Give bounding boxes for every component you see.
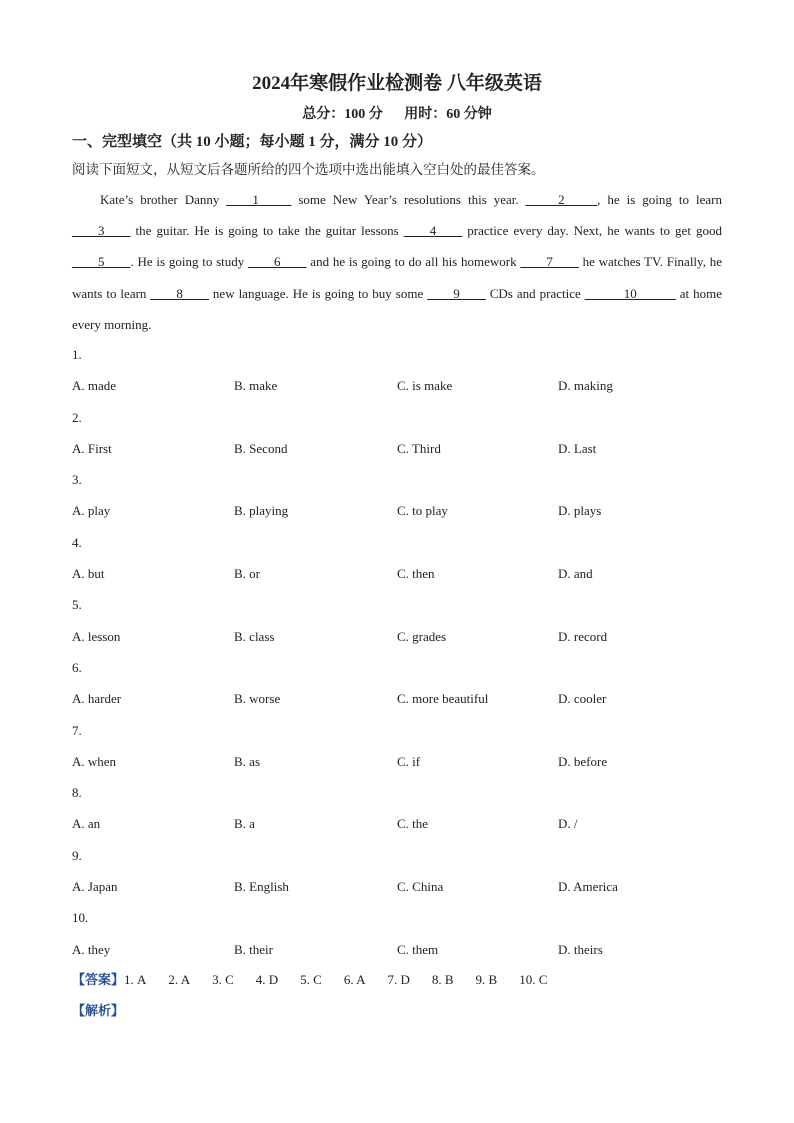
total-score: 总分：100 分 — [302, 107, 383, 122]
option-c: C. grades — [397, 628, 447, 644]
option-c: C. is make — [397, 378, 453, 394]
passage-text: CDs and practice — [485, 285, 585, 301]
answer-key — [72, 969, 569, 988]
time-limit: 用时：60 分钟 — [404, 107, 492, 122]
option-b: B. English — [234, 879, 289, 895]
question-number: 7. — [72, 722, 82, 738]
option-c: C. then — [397, 566, 435, 582]
blank-3: ____3____ — [72, 223, 131, 239]
option-c: C. the — [397, 816, 429, 832]
exam-meta — [0, 103, 794, 123]
option-c: C. if — [397, 753, 421, 769]
option-b: B. or — [234, 566, 260, 582]
answer-item: 10. C — [519, 972, 548, 987]
blank-2: _____2_____ — [525, 192, 598, 207]
option-c: C. them — [397, 941, 439, 957]
blank-1: ____1_____ — [226, 192, 292, 207]
passage-text: and he is going to do all his homework — [306, 254, 521, 270]
option-b: B. Second — [234, 440, 288, 456]
passage-text: the guitar. He is going to take the guitar lessons — [130, 223, 404, 239]
question-number: 6. — [72, 659, 82, 675]
question-number: 10. — [72, 910, 89, 926]
option-a: A. First — [72, 440, 112, 456]
option-b: B. their — [234, 941, 273, 957]
option-b: B. make — [234, 378, 278, 394]
option-row — [72, 433, 732, 464]
passage-text: new language. He is going to buy some — [208, 285, 428, 301]
question-number: 5. — [72, 597, 82, 613]
blank-4: ____4____ — [403, 223, 463, 239]
question-number: 9. — [72, 847, 82, 863]
answer-item: 9. B — [475, 972, 498, 987]
answer-item: 4. D — [255, 972, 279, 987]
option-d: D. America — [558, 879, 618, 895]
question-number: 4. — [72, 534, 82, 550]
exam-title: 2024年寒假作业检测卷 八年级英语 — [252, 73, 542, 94]
option-d: D. / — [558, 816, 578, 832]
question-number: 8. — [72, 785, 82, 801]
question-list — [72, 339, 732, 965]
section-heading: 一、完型填空（共 10 小题；每小题 1 分，满分 10 分） — [72, 134, 433, 150]
option-a: A. but — [72, 566, 105, 582]
analysis-label: 【解析】 — [72, 1004, 125, 1019]
passage-text: at home every morning. — [72, 285, 723, 332]
option-d: D. theirs — [558, 941, 603, 957]
passage-text: he watches TV. Finally, he wants to learn — [72, 254, 722, 301]
answer-item: 6. A — [343, 972, 366, 987]
passage — [72, 184, 722, 340]
blank-5: ____5____ — [72, 254, 131, 270]
option-c: C. more beautiful — [397, 691, 489, 707]
option-a: A. Japan — [72, 879, 118, 895]
option-a: A. when — [72, 753, 117, 769]
option-a: A. they — [72, 941, 111, 957]
option-row — [72, 746, 732, 777]
passage-text: Kate’s brother Danny — [100, 192, 227, 207]
option-row — [72, 621, 732, 652]
option-b: B. a — [234, 816, 255, 832]
option-a: A. lesson — [72, 628, 121, 644]
section-instruction: 阅读下面短文，从短文后各题所给的四个选项中选出能填入空白处的最佳答案。 — [72, 162, 545, 177]
option-c: C. to play — [397, 503, 448, 519]
option-row — [72, 558, 732, 589]
option-a: A. harder — [72, 691, 122, 707]
option-row — [72, 683, 732, 714]
blank-9: ____9____ — [427, 285, 486, 301]
option-c: C. China — [397, 879, 444, 895]
blank-8: ____8____ — [150, 285, 209, 301]
answer-label: 【答案】 — [72, 973, 125, 988]
passage-text: practice every day. Next, he wants to get good — [462, 223, 722, 239]
answer-item: 7. D — [387, 972, 410, 987]
option-b: B. playing — [234, 503, 289, 519]
question-number: 3. — [72, 472, 82, 488]
option-b: B. worse — [234, 691, 281, 707]
option-row — [72, 370, 732, 401]
option-d: D. record — [558, 628, 608, 644]
option-row — [72, 871, 732, 902]
option-a: A. made — [72, 378, 117, 394]
answer-item: 2. A — [168, 972, 191, 987]
answer-item: 3. C — [212, 972, 234, 987]
option-b: B. class — [234, 628, 275, 644]
question-number: 1. — [72, 347, 82, 362]
question-number: 2. — [72, 409, 82, 425]
blank-6: ____6____ — [248, 254, 307, 270]
passage-text: , he is going to learn — [597, 192, 722, 207]
option-a: A. play — [72, 503, 111, 519]
passage-text: . He is going to study — [130, 254, 249, 270]
answer-item: 8. B — [431, 972, 454, 987]
option-b: B. as — [234, 753, 260, 769]
option-row — [72, 495, 732, 526]
option-c: C. Third — [397, 440, 441, 456]
answer-item: 5. C — [300, 972, 322, 987]
blank-10: ______10______ — [584, 285, 676, 301]
answer-item: 1. A — [124, 972, 147, 987]
option-d: D. before — [558, 753, 608, 769]
option-d: D. Last — [558, 440, 597, 456]
passage-text: some New Year’s resolutions this year. — [291, 192, 526, 207]
option-a: A. an — [72, 816, 101, 832]
option-row — [72, 808, 732, 839]
blank-7: ____7____ — [520, 254, 579, 270]
option-d: D. plays — [558, 503, 602, 519]
option-row — [72, 934, 732, 965]
option-d: D. making — [558, 378, 613, 394]
option-d: D. cooler — [558, 691, 607, 707]
option-d: D. and — [558, 566, 593, 582]
